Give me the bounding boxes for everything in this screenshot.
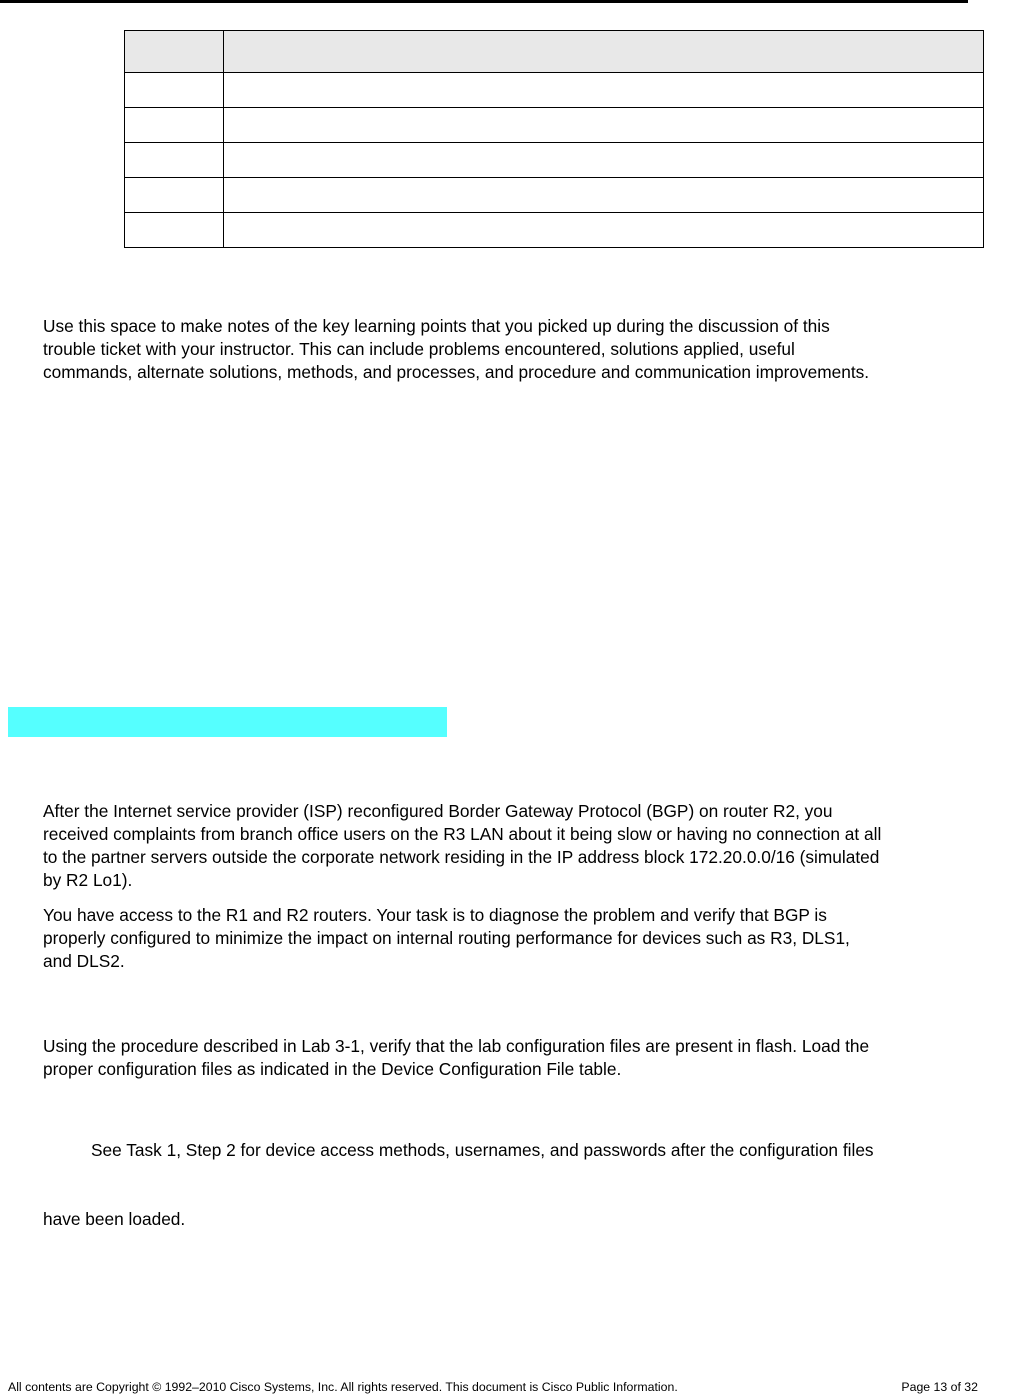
text-line: proper configuration files as indicated in the Device Configuration File table. [43, 1059, 622, 1079]
table-header-row [125, 31, 984, 73]
table-cell [125, 143, 224, 178]
table-row [125, 213, 984, 248]
table-row [125, 143, 984, 178]
procedure-note [43, 1093, 874, 1254]
text-line: After the Internet service provider (ISP) reconfigured Border Gateway Protocol (BGP) on router R2, you [43, 801, 833, 821]
text-line: and DLS2. [43, 951, 125, 971]
table-cell [224, 178, 984, 213]
text-line: See Task 1, Step 2 for device access methods, usernames, and passwords after the configuration files [43, 1140, 874, 1160]
header-action [224, 31, 984, 73]
table-cell [125, 108, 224, 143]
procedure-paragraph [43, 1035, 869, 1081]
text-line: Using the procedure described in Lab 3-1, verify that the lab configuration files are present in flash. Load the [43, 1036, 870, 1056]
header-step [125, 31, 224, 73]
text-line: received complaints from branch office users on the R3 LAN about it being slow or having no connection at all [43, 824, 882, 844]
table-cell [224, 213, 984, 248]
text-line: trouble ticket with your instructor. This can include problems encountered, solutions applied, useful [43, 339, 795, 359]
table-cell [224, 108, 984, 143]
table-cell [224, 73, 984, 108]
table-cell [125, 178, 224, 213]
table-cell [224, 143, 984, 178]
table-row [125, 108, 984, 143]
scenario-task-paragraph [43, 904, 850, 973]
table-row [125, 178, 984, 213]
section-heading-highlight [8, 707, 447, 737]
scenario-paragraph [43, 800, 881, 892]
text-line: properly configured to minimize the impact on internal routing performance for devices such as R3, DLS1, [43, 928, 850, 948]
text-line: to the partner servers outside the corporate network residing in the IP address block 172.20.0.0/16 (simulated [43, 847, 880, 867]
top-rule [0, 0, 968, 3]
footer-copyright: All contents are Copyright © 1992–2010 Cisco Systems, Inc. All rights reserved. This document is Cisco Public Information. [8, 1380, 678, 1394]
table-row [125, 73, 984, 108]
troubleshooting-log-table [124, 30, 984, 248]
text-line: by R2 Lo1). [43, 870, 133, 890]
text-line: have been loaded. [43, 1209, 186, 1229]
text-line: Use this space to make notes of the key learning points that you picked up during the discussion of this [43, 316, 830, 336]
notes-paragraph [43, 315, 869, 384]
table-cell [125, 213, 224, 248]
text-line: commands, alternate solutions, methods, and processes, and procedure and communication improvements. [43, 362, 870, 382]
text-line: You have access to the R1 and R2 routers. Your task is to diagnose the problem and verify that BGP is [43, 905, 827, 925]
footer-page-number: Page 13 of 32 [901, 1380, 978, 1394]
table-cell [125, 73, 224, 108]
